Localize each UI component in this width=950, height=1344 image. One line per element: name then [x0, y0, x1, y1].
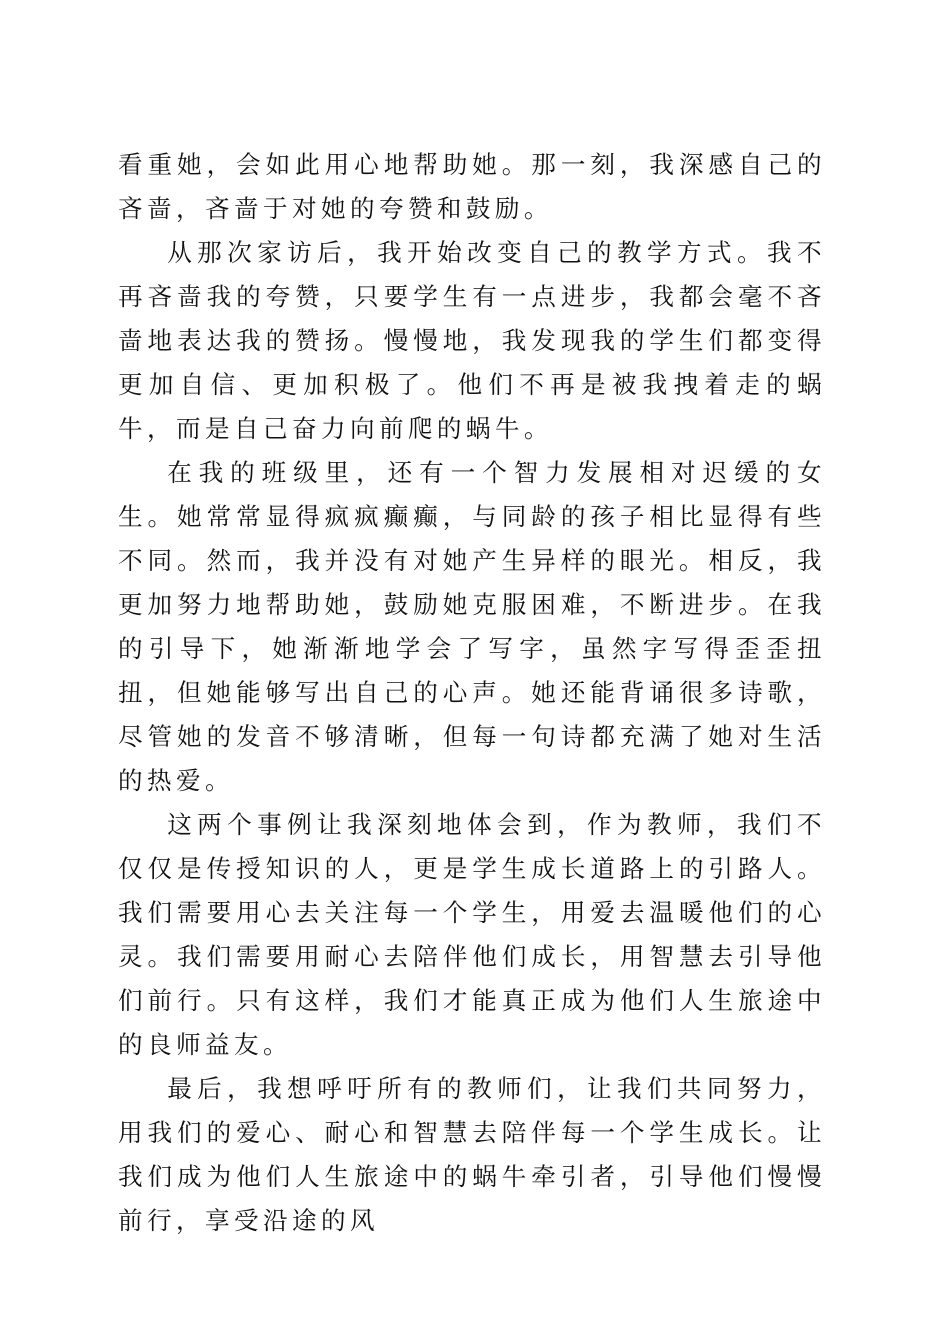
paragraph-reflection: 这两个事例让我深刻地体会到，作为教师，我们不仅仅是传授知识的人，更是学生成长道路上的引路人。我们需要用心去关注每一个学生，用爱去温暖他们的心灵。我们需要用耐心去陪伴他们成长，用智慧去引导他们前行。只有这样，我们才能真正成为他们人生旅途中的良师益友。 — [118, 810, 826, 1059]
paragraph-teaching-change: 从那次家访后，我开始改变自己的教学方式。我不再吝啬我的夸赞，只要学生有一点进步，我都会毫不吝啬地表达我的赞扬。慢慢地，我发现我的学生们都变得更加自信、更加积极了。他们不再是被我拽着走的蜗牛，而是自己奋力向前爬的蜗牛。 — [118, 238, 826, 443]
paragraph-student-girl: 在我的班级里，还有一个智力发展相对迟缓的女生。她常常显得疯疯癫癫，与同龄的孩子相比显得有些不同。然而，我并没有对她产生异样的眼光。相反，我更加努力地帮助她，鼓励她克服困难，不断进步。在我的引导下，她渐渐地学会了写字，虽然字写得歪歪扭扭，但她能够写出自己的心声。她还能背诵很多诗歌，尽管她的发音不够清晰，但每一句诗都充满了她对生活的热爱。 — [118, 458, 826, 795]
paragraph-closing-appeal: 最后，我想呼吁所有的教师们，让我们共同努力，用我们的爱心、耐心和智慧去陪伴每一个学生成长。让我们成为他们人生旅途中的蜗牛牵引者，引导他们慢慢前行，享受沿途的风 — [118, 1074, 826, 1235]
document-body — [118, 143, 826, 1243]
paragraph-continued: 看重她，会如此用心地帮助她。那一刻，我深感自己的吝啬，吝啬于对她的夸赞和鼓励。 — [118, 150, 826, 223]
